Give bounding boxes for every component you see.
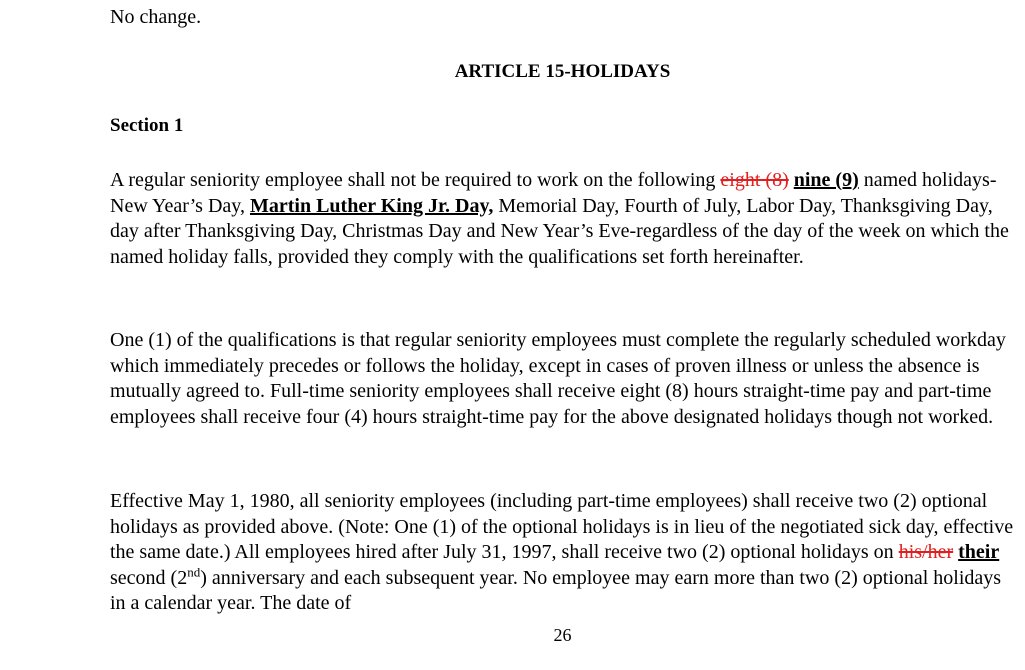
section-title: Section 1	[110, 115, 184, 136]
inserted-holiday: Martin Luther King Jr. Day,	[249, 194, 494, 217]
paragraph3-text-a: Effective May 1, 1980, all seniority employees (including part-time employees) shall receive two (2) optional holidays as provided above. (Note: One (1) of the optional holidays is in lieu of the negotiated sick day, effective the same date.) All employees hired after July 31, 1997, shall receive two (2) optional holidays on	[110, 490, 1014, 563]
article-title: ARTICLE 15-HOLIDAYS	[454, 61, 671, 82]
paragraph-optional-holidays	[110, 489, 1015, 617]
superscript-nd: nd	[187, 563, 201, 579]
paragraph1-text-c: named holidays-New Year’s Day,	[110, 169, 997, 217]
deleted-count: eight (8)	[720, 169, 789, 191]
paragraph1-text-a: A regular seniority employee shall not be required to work on the following	[110, 169, 721, 191]
paragraph1-text-d: Memorial Day, Fourth of July, Labor Day, Thanksgiving Day, day after Thanksgiving Day, Christmas Day and New Year’s Eve-regardless of the day of the week on which the named holiday falls, provided they comply with the qualifications set forth hereinafter.	[110, 194, 1009, 268]
top-note: No change.	[110, 6, 202, 28]
deleted-word: his/her	[898, 541, 954, 563]
page-number: 26	[553, 625, 572, 645]
inserted-word: their	[958, 541, 1000, 563]
paragraph3-text-c: second (2	[110, 566, 188, 589]
paragraph3-text-d: ) anniversary and each subsequent year. No employee may earn more than two (2) optional holidays in a calendar year. The date of	[110, 566, 1002, 614]
paragraph-qualifications: One (1) of the qualifications is that regular seniority employees must complete the regularly scheduled workday which immediately precedes or follows the holiday, except in cases of proven illness or unless the absence is mutually agreed to. Full-time seniority employees shall receive eight (8) hours straight-time pay and part-time employees shall receive four (4) hours straight-time pay for the above designated holidays though not worked.	[110, 329, 1006, 428]
inserted-count: nine (9)	[793, 169, 859, 191]
paragraph-holidays-list	[110, 168, 1015, 270]
